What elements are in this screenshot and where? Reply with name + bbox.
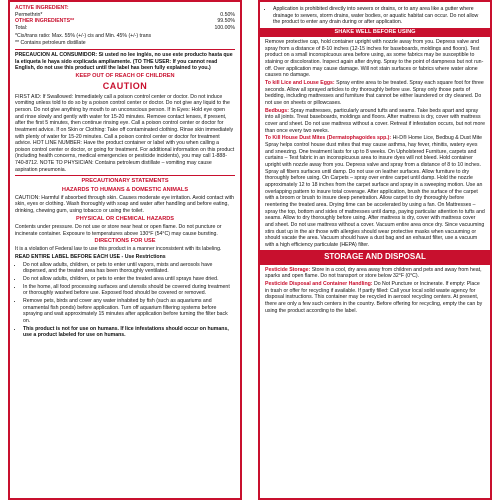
dust-mites-text: Hi-D® Home Lice, Bedbug & Dust Mite Spray helps control house dust mites that may cause asthma, hay fever, rhinitis, watery eyes and sneezing. One treatment lasts for up to 8 weeks. On Upholstered Furniture, carpets and curtains – Test fabric in an inconspicuous area to insure dyes will not bleed. Hold container upright with nozzle away from you. Depress valve and spray from a distance of 8 to 10 inches. Spray all fibers surfaces until damp. Do not use on leather surfaces. Allow furniture to dry thoroughly before using. On Carpets – spray over entire carpet until damp. Hold the nozzle approximately 12 to 18 inches from the carpet surface and spray in a sweeping motion. Use an overlapping pattern to insure total coverage. After application, brush the surface of the carpet with a broom or brush to insure deep penetration. Allow carpet to dry thoroughly before reentering the treated area. Drying time can be accelerated by using a fan. On Mattresses – spray the top, bottom and sides of mattresses until damp, paying particular attention to tufts and seams. Allow to dry thoroughly before using. After mattress is dry, cover with mattress cover and sheet. Do not use mattress without a cover. Vacuum entire area once dry. Since vacuuming stirs dust up in the air those with allergies should wear protective masks when vacuuming or should vacate the area. Vacuum should have a dust bag and an exhaust filter, use a vacuum with a high efficiency particulate (HEPA) filter.	[265, 135, 485, 248]
intro-list	[265, 6, 485, 26]
list-item: • This product is not for use on humans. If lice infestations should occur on humans, use a product labeled for use on humans.	[23, 326, 235, 339]
hazards-text: CAUTION: Harmful if absorbed through skin. Causes moderate eye irritation. Avoid contact with skin, eyes or clothing. Wash thoroughly with soap and water after handling and before eating, drinking, chewing gum, using tobacco or using the toilet.	[15, 194, 235, 215]
disposal-text: Do Not Puncture or Incinerate. If empty: Place in trash or offer for recycling if available. If partly filled: Call your local solid waste agency for disposal instructions. This container may be recycled in aerosol recycling centers. At present, there are only a few such centers in the country. Before offering for recycling, empty the can by using the product according to the label.	[265, 281, 483, 314]
list-item: • In the home, all food processing surfaces and utensils should be covered during treatment or thoroughly washed before use. Exposed food should be covered or removed.	[23, 284, 235, 297]
total-pct: 100.00%	[214, 24, 235, 31]
shake-well-text: Remove protective cap, hold container upright with nozzle away from you. Depress valve and spray from a distance of 8-10 inches (12-15 inches for baseboards, moldings and floors). Test product on a small inconspicuous area before using, as some fabrics may be susceptible to staining or discoloration. Inspect again after drying. Spray to the point of dampness but not run-off. Over application may cause damage. Will not stain surfaces or fabrics where water alone causes no damage.	[265, 39, 484, 79]
caution-heading: CAUTION	[102, 81, 148, 92]
precaucion-text: PRECAUCION AL CONSUMIDOR: Si usted no lee inglés, no use este producto hasta que la etiqueta le haya sido explicada ampliamente. (TO THE USER: If you cannot read English, do not use this product until the label has been fully explained to you.)	[15, 51, 233, 72]
footnote-cis-trans: *Cis/trans ratio: Max. 55% (+/-) cis and Min. 45% (+/-) trans	[15, 32, 152, 39]
hazards-title: HAZARDS TO HUMANS & DOMESTIC ANIMALS	[61, 186, 189, 193]
list-item: • Application is prohibited directly into sewers or drains, or to any area like a gutter where drainage to sewers, storm drains, water bodies, or aquatic habitat can occur. Do not allow the product to enter any drain during or after application.	[273, 6, 485, 26]
divider	[15, 49, 235, 50]
lice-label: To kill Lice and Louse Eggs:	[265, 80, 335, 87]
first-aid-text: FIRST AID: If Swallowed: Immediately call a poison control center or doctor. Do not induce vomiting unless told to do so by a poison control center or doctor. Do not give any liquid to the person. Do not give anything by mouth to an unconscious person. If in Eyes: Hold eye open and rinse slowly and gently with water for 15-20 minutes. Remove contact lenses, if present, after the first 5 minutes, then continue rinsing eye. Call a poison control center or doctor for treatment advice. If on Skin or Clothing: Take off contaminated clothing. Rinse skin immediately with plenty of water for 15-20 minutes. Call a poison control center or doctor for treatment advice. HOT LINE NUMBER: Have the product container or label with you when calling a poison control center or doctor, or going for treatment. For additional information on this product (including health concerns, medical emergencies or pesticide incidents), you may call 1-888-740-8712. NOTE TO PHYSICIAN: Contains petroleum distillate – vomiting may cause aspiration pneumonia.	[15, 93, 235, 173]
active-ingredient-name: Permethrin*	[15, 11, 43, 18]
list-item: • Do not allow adults, children, or pets to enter until vapors, mists and aerosols have dispersed, and the treated area has been thoroughly ventilated.	[23, 262, 235, 275]
pesticide-storage-label: Pesticide Storage:	[265, 266, 311, 273]
dust-mites-section	[265, 135, 485, 248]
lice-text: Spray entire area to be treated. Spray each square foot for three seconds. Allow all sprayed articles to dry thoroughly before use. Spray only those parts of bedding, including mattresses and furniture that cannot be either laundered or dry cleaned. Do not use on sheets or pillowcases.	[265, 80, 484, 107]
list-item: • Remove pets, birds and cover any water inhabited by fish (such as aquariums and ornamental fish ponds) before application. Turn off aquarium filtering systems before spraying and wait approximately 15 minutes after application before turning the filter back on.	[23, 298, 235, 325]
footnote-petroleum: ** Contains petroleum distillate	[15, 40, 86, 47]
label-left-column	[8, 0, 242, 500]
pesticide-storage-text: Store in a cool, dry area away from children and pets and away from heat, sparks and open flame. Do not transport or store below 32°F (0°C).	[265, 266, 482, 280]
total-row	[15, 25, 235, 32]
dust-mites-label: To Kill House Dust Mites (Dermatophagoides spp.):	[265, 135, 392, 142]
other-ingredients-row	[15, 18, 235, 25]
label-right-column	[258, 0, 492, 500]
bedbugs-text: Spray mattresses, particularly around tufts and seams. Take beds apart and spray into all joints. Treat baseboards, moldings and floors. After mattress is dry, cover with mattress cover and sheet. Do not use mattress without a cover. Retreat if infestation occurs, but not more than once every two weeks.	[265, 107, 486, 134]
physical-hazards-text: Contents under pressure. Do not use or store near heat or open flame. Do not puncture or incinerate container. Exposure to temperatures above 130°F (54°C) may cause bursting.	[15, 223, 222, 237]
use-restrictions-list	[15, 262, 235, 339]
total-label: Total:	[15, 24, 28, 31]
active-ingredient-heading: ACTIVE INGREDIENT:	[15, 5, 69, 11]
divider	[15, 175, 235, 176]
pesticide-storage-section	[265, 267, 485, 280]
bedbugs-label: Bedbugs:	[265, 107, 289, 114]
other-ingredients-label: OTHER INGREDIENTS**	[15, 18, 75, 25]
bedbugs-section	[265, 108, 485, 135]
disposal-section	[265, 281, 485, 314]
read-entire-label: READ ENTIRE LABEL BEFORE EACH USE - Use Restrictions	[15, 254, 166, 261]
disposal-label: Pesticide Disposal and Container Handling:	[265, 281, 373, 288]
storage-disposal-title: STORAGE AND DISPOSAL	[260, 250, 490, 264]
directions-title: DIRECTIONS FOR USE	[94, 238, 156, 245]
active-ingredient-pct: 0.50%	[220, 11, 235, 18]
active-ingredient-row	[15, 12, 235, 19]
other-ingredients-pct: 99.50%	[217, 18, 235, 25]
keep-out-of-reach: KEEP OUT OF REACH OF CHILDREN	[75, 72, 175, 79]
directions-text: It is a violation of Federal law to use this product in a manner inconsistent with its labeling.	[15, 246, 222, 253]
list-item: • Do not allow adults, children, or pets to enter the treated area until sprays have dried.	[23, 276, 235, 283]
precautionary-title: PRECAUTIONARY STATEMENTS	[81, 178, 169, 185]
shake-well-title: SHAKE WELL BEFORE USING	[260, 28, 490, 37]
physical-hazards-title: PHYSICAL OR CHEMICAL HAZARDS	[76, 215, 174, 222]
lice-section	[265, 80, 485, 107]
